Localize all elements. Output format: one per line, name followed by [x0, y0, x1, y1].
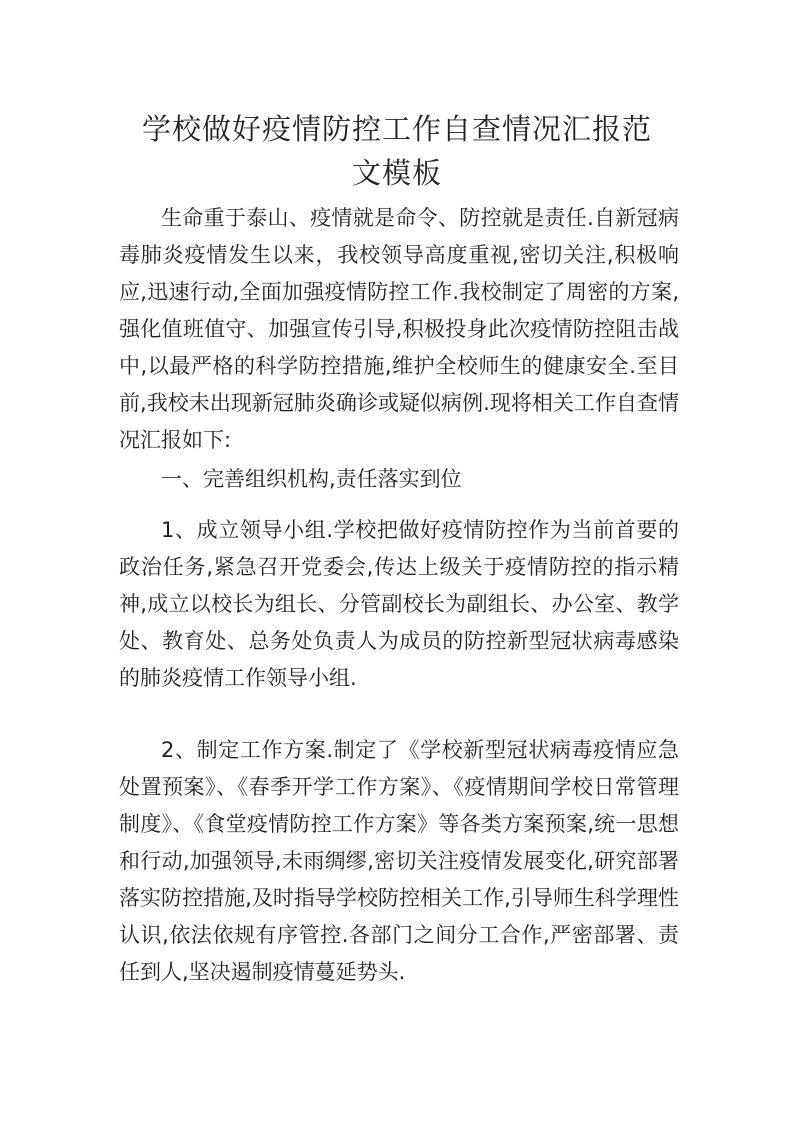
- intro-paragraph: 生命重于泰山、疫情就是命令、防控就是责任.自新冠病毒肺炎疫情发生以来，我校领导高度重视,密切关注,积极响应,迅速行动,全面加强疫情防控工作.我校制定了周密的方案,强化值班值守、加强宣传引导,积极投身此次疫情防控阻击战中,以最严格的科学防控措施,维护全校师生的健康安全.至目前,我校未出现新冠肺炎确诊或疑似病例.现将相关工作自查情况汇报如下:: [119, 206, 679, 452]
- document-title-line-2: 文模板: [351, 156, 442, 190]
- section-heading-1: 一、完善组织机构,责任落实到位: [161, 467, 462, 491]
- item-1-paragraph: 1、成立领导小组.学校把做好疫情防控作为当前首要的政治任务,紧急召开党委会,传达上级关于疫情防控的指示精神,成立以校长为组长、分管副校长为副组长、办公室、教学处、教育处、总务处负责人为成员的防控新型冠状病毒感染的肺炎疫情工作领导小组.: [119, 518, 679, 690]
- document-title-line-1: 学校做好疫情防控工作自查情况汇报范: [141, 112, 652, 146]
- item-2-paragraph: 2、制定工作方案.制定了《学校新型冠状病毒疫情应急处置预案》、《春季开学工作方案》、《疫情期间学校日常管理制度》、《食堂疫情防控工作方案》等各类方案预案,统一思想和行动,加强领导,未雨绸缪,密切关注疫情发展变化,研究部署落实防控措施,及时指导学校防控相关工作,引导师生科学理性认识,依法依规有序管控.各部门之间分工合作,严密部署、责任到人,坚决遏制疫情蔓延势头.: [119, 738, 679, 984]
